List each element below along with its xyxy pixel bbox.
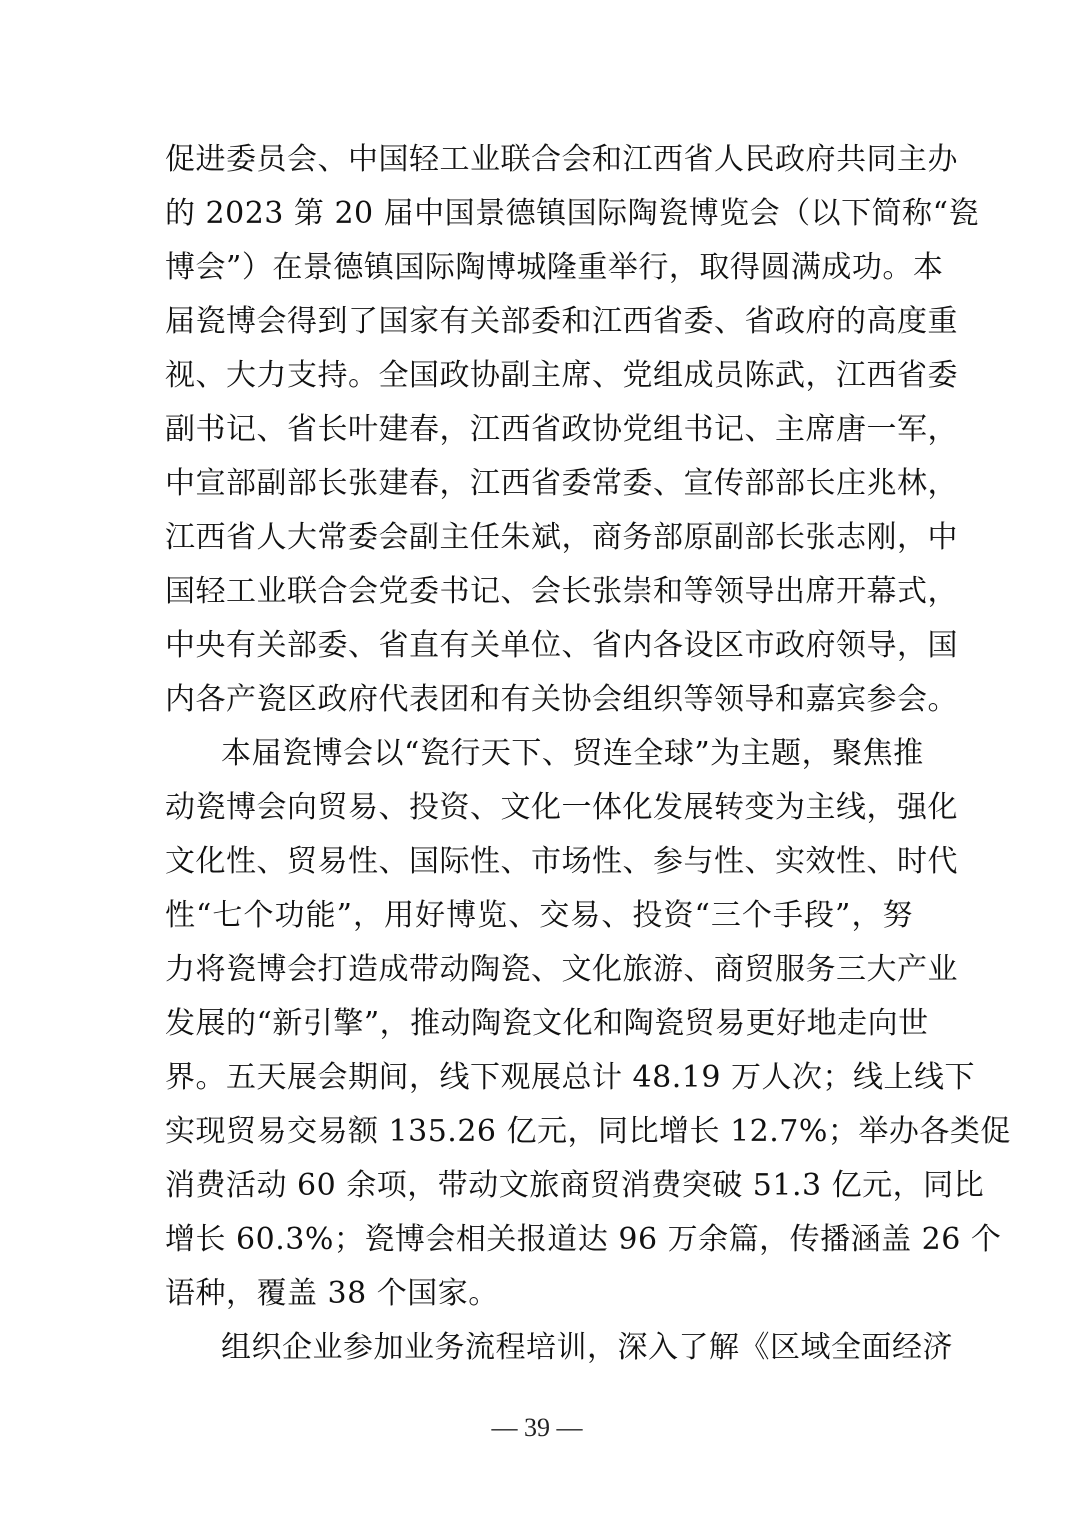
text-line: 副书记、省长叶建春，江西省政协党组书记、主席唐一军， (165, 412, 958, 447)
text-line: 文化性、贸易性、国际性、市场性、参与性、实效性、时代 (165, 844, 958, 879)
page-number: — 39 — (491, 1413, 583, 1442)
paragraph-end-line: 语种，覆盖 38 个国家。 (165, 1276, 499, 1311)
text-line: 视、大力支持。全国政协副主席、党组成员陈武，江西省委 (165, 358, 958, 393)
text-line: 界。五天展会期间，线下观展总计 48.19 万人次；线上线下 (165, 1060, 975, 1095)
text-line: 博会”）在景德镇国际陶博城隆重举行，取得圆满成功。本 (165, 250, 944, 285)
text-line: 内各产瓷区政府代表团和有关协会组织等领导和嘉宾参会。 (165, 682, 958, 717)
paragraph-start-line: 组织企业参加业务流程培训，深入了解《区域全面经济 (221, 1330, 953, 1365)
text-line: 消费活动 60 余项，带动文旅商贸消费突破 51.3 亿元，同比 (165, 1168, 985, 1203)
text-line: 增长 60.3%；瓷博会相关报道达 96 万余篇，传播涵盖 26 个 (165, 1222, 1002, 1257)
text-line: 性“七个功能”，用好博览、交易、投资“三个手段”，努 (165, 898, 913, 933)
body-text (165, 133, 1011, 1375)
text-line: 的 2023 第 20 届中国景德镇国际陶瓷博览会（以下简称“瓷 (165, 196, 980, 231)
text-line: 国轻工业联合会党委书记、会长张崇和等领导出席开幕式， (165, 574, 958, 609)
text-line: 动瓷博会向贸易、投资、文化一体化发展转变为主线，强化 (165, 790, 958, 825)
text-line: 实现贸易交易额 135.26 亿元，同比增长 12.7%；举办各类促 (165, 1114, 1011, 1149)
text-line: 中央有关部委、省直有关单位、省内各设区市政府领导，国 (165, 628, 958, 663)
text-line: 促进委员会、中国轻工业联合会和江西省人民政府共同主办 (165, 142, 958, 177)
text-line: 届瓷博会得到了国家有关部委和江西省委、省政府的高度重 (165, 304, 958, 339)
text-line: 发展的“新引擎”，推动陶瓷文化和陶瓷贸易更好地走向世 (165, 1006, 929, 1041)
text-line: 力将瓷博会打造成带动陶瓷、文化旅游、商贸服务三大产业 (165, 952, 958, 987)
paragraph-start-line: 本届瓷博会以“瓷行天下、贸连全球”为主题，聚焦推 (221, 736, 924, 771)
text-line: 中宣部副部长张建春，江西省委常委、宣传部部长庄兆林， (165, 466, 958, 501)
text-line: 江西省人大常委会副主任朱斌，商务部原副部长张志刚，中 (165, 520, 958, 555)
